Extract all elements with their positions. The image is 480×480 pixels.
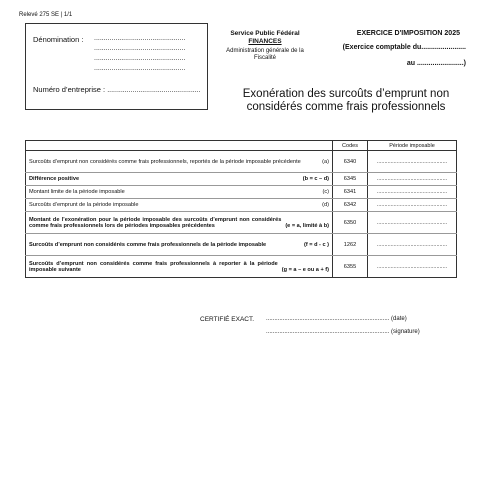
table-row xyxy=(26,199,457,212)
period-dots: .............................................. xyxy=(376,202,448,208)
row-code: 6340 xyxy=(333,151,368,173)
certification-label: CERTIFIÉ EXACT. xyxy=(200,316,255,323)
row-code: 6341 xyxy=(333,186,368,199)
row-period-input[interactable] xyxy=(368,234,457,256)
table-row xyxy=(26,212,457,234)
page-title xyxy=(222,88,470,114)
row-code: 6355 xyxy=(333,256,368,278)
enterprise-number-field[interactable] xyxy=(33,85,201,94)
exercise-block xyxy=(322,30,466,69)
declaration-table xyxy=(25,140,457,278)
exercise-title: EXERCICE D'IMPOSITION 2025 xyxy=(356,30,460,37)
title-line1: Exonération des surcoûts d’emprunt non xyxy=(242,88,450,100)
row-period-input[interactable] xyxy=(368,199,457,212)
row-label xyxy=(26,199,333,212)
row-code: 6342 xyxy=(333,199,368,212)
row-period-input[interactable] xyxy=(368,256,457,278)
administration-line4: Fiscalité xyxy=(253,55,276,61)
header-label-cell xyxy=(26,141,333,151)
denomination-line-4[interactable]: ............................................... xyxy=(94,65,186,72)
administration-block xyxy=(212,30,318,62)
row-text: Surcoûts d’emprunt non considérés comme frais professionnels à reporter à la période imposable suivante xyxy=(29,260,278,273)
row-label xyxy=(26,212,333,234)
row-label xyxy=(26,256,333,278)
certification-date-field[interactable]: .......................................................................... (date) xyxy=(266,316,407,322)
row-formula: (g = a – e ou a + f) xyxy=(281,266,329,273)
enterprise-number-dots[interactable]: ................................................ xyxy=(107,87,201,94)
row-text: Surcoûts d’emprunt de la période imposable xyxy=(29,202,139,208)
row-code: 1262 xyxy=(333,234,368,256)
table-header-row xyxy=(26,141,457,151)
denomination-line-1[interactable]: ............................................... xyxy=(94,35,186,42)
row-label xyxy=(26,173,333,186)
row-text: Montant limite de la période imposable xyxy=(29,189,125,195)
row-text: Surcoûts d’emprunt non considérés comme frais professionnels de la période imposable xyxy=(29,241,267,248)
period-dots: .............................................. xyxy=(376,158,448,165)
administration-line3: Administration générale de la xyxy=(226,48,304,54)
denomination-line-2[interactable]: ............................................... xyxy=(94,45,186,52)
header-codes: Codes xyxy=(333,141,368,151)
row-label xyxy=(26,151,333,173)
row-formula: (c) xyxy=(322,189,329,195)
administration-line2: FINANCES xyxy=(248,38,282,45)
row-code: 6345 xyxy=(333,173,368,186)
denomination-label: Dénomination : xyxy=(33,35,84,44)
document-reference: Relevé 275 SE | 1/1 xyxy=(19,12,73,18)
table-row xyxy=(26,186,457,199)
row-label xyxy=(26,234,333,256)
period-dots: .............................................. xyxy=(376,219,448,226)
row-period-input[interactable] xyxy=(368,186,457,199)
row-formula: (b = c – d) xyxy=(302,176,329,182)
title-line2: considérés comme frais professionnels xyxy=(246,101,446,113)
table-row xyxy=(26,234,457,256)
table-row xyxy=(26,256,457,278)
identification-box xyxy=(25,23,208,110)
header-period: Période imposable xyxy=(368,141,457,151)
row-label xyxy=(26,186,333,199)
exercise-accounting-period[interactable]: (Exercice comptable du....................... xyxy=(342,43,466,51)
row-period-input[interactable] xyxy=(368,212,457,234)
period-dots: .............................................. xyxy=(376,176,448,182)
period-dots: .............................................. xyxy=(376,241,448,248)
row-period-input[interactable] xyxy=(368,173,457,186)
exercise-until[interactable]: au ........................) xyxy=(406,60,466,67)
period-dots: .............................................. xyxy=(376,189,448,195)
row-text: Différence positive xyxy=(29,176,80,182)
row-formula: (f = d - c ) xyxy=(303,241,329,248)
table-row xyxy=(26,173,457,186)
row-formula: (d) xyxy=(322,202,329,208)
denomination-line-3[interactable]: ............................................... xyxy=(94,55,186,62)
administration-line1: Service Public Fédéral xyxy=(230,30,300,37)
row-text: Surcoûts d’emprunt non considérés comme frais professionnels, reportés de la période imposable précédente xyxy=(29,158,301,165)
table-row xyxy=(26,151,457,173)
row-text: Montant de l’exonération pour la période imposable des surcoûts d’emprunt non considérés comme frais professionnels lors de périodes imposables précédentes xyxy=(29,216,282,229)
enterprise-number-label: Numéro d’entreprise : xyxy=(33,85,106,94)
period-dots: .............................................. xyxy=(376,263,448,270)
row-formula: (e = a, limité à b) xyxy=(285,222,329,229)
row-period-input[interactable] xyxy=(368,151,457,173)
certification-signature-field[interactable]: .......................................................................... (signature) xyxy=(266,329,420,335)
row-code: 6350 xyxy=(333,212,368,234)
row-formula: (a) xyxy=(322,158,329,165)
